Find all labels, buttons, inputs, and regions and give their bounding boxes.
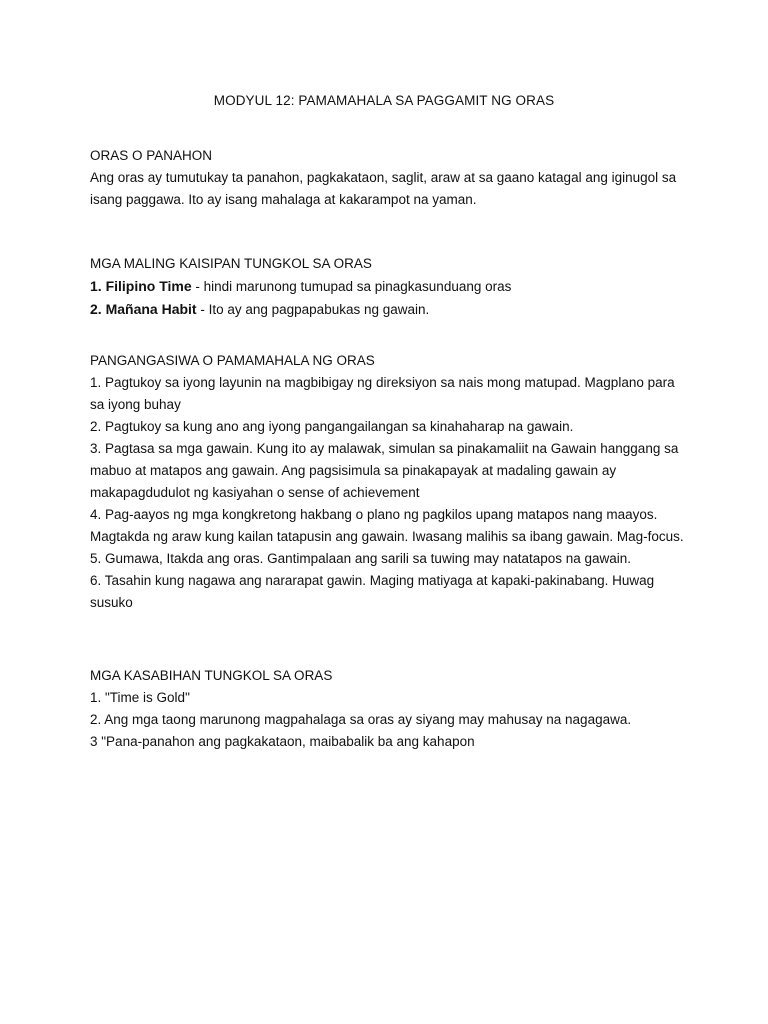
list-item: 3. Pagtasa sa mga gawain. Kung ito ay malawak, simulan sa pinakamaliit na Gawain hanggang sa mabuo at matapos ang gawain. Ang pagsisimula sa pinakapayak at madaling gawain ay makapagdudulot ng kasiyahan o sense of achievement: [90, 441, 679, 500]
section-maling-kaisipan: [90, 253, 690, 321]
term-label: 2. Mañana Habit: [90, 301, 197, 317]
section-paragraph: Ang oras ay tumutukay ta panahon, pagkakataon, saglit, araw at sa gaano katagal ang iginugol sa isang paggawa. Ito ay isang mahalaga at kakarampot na yaman.: [90, 170, 677, 207]
section-heading: MGA MALING KAISIPAN TUNGKOL SA ORAS: [90, 256, 372, 271]
list-item: [90, 275, 690, 298]
section-pangangasiwa: [90, 350, 690, 614]
list-item: 4. Pag-aayos ng mga kongkretong hakbang o plano ng pagkilos upang matapos nang maayos. Magtakda ng araw kung kailan tatapusin ang gawain. Iwasang malihis sa ibang gawain. Mag-focus.: [90, 507, 684, 544]
term-description: - hindi marunong tumupad sa pinagkasunduang oras: [191, 279, 512, 294]
list-item: 5. Gumawa, Itakda ang oras. Gantimpalaan ang sarili sa tuwing may natatapos na gawain.: [90, 551, 632, 566]
section-heading: PANGANGASIWA O PAMAMAHALA NG ORAS: [90, 353, 375, 368]
section-heading: ORAS O PANAHON: [90, 148, 213, 163]
list-item: 1. "Time is Gold": [90, 690, 190, 705]
list-item: 1. Pagtukoy sa iyong layunin na magbibigay ng direksiyon sa nais mong matupad. Magplano para sa iyong buhay: [90, 375, 675, 412]
list-item: 3 "Pana-panahon ang pagkakataon, maibabalik ba ang kahapon: [90, 734, 475, 749]
list-item: 6. Tasahin kung nagawa ang nararapat gawin. Maging matiyaga at kapaki-pakinabang. Huwag susuko: [90, 573, 655, 610]
list-item: 2. Ang mga taong marunong magpahalaga sa oras ay siyang may mahusay na nagagawa.: [90, 712, 632, 727]
list-item: [90, 298, 690, 321]
section-oras-o-panahon: [90, 145, 690, 211]
list-item: 2. Pagtukoy sa kung ano ang iyong pangangailangan sa kinahaharap na gawain.: [90, 419, 574, 434]
section-heading: MGA KASABIHAN TUNGKOL SA ORAS: [90, 668, 333, 683]
section-kasabihan: [90, 665, 690, 753]
term-description: - Ito ay ang pagpapabukas ng gawain.: [196, 302, 430, 317]
term-label: 1. Filipino Time: [90, 278, 192, 294]
document-title: MODYUL 12: PAMAMAHALA SA PAGGAMIT NG ORAS: [213, 93, 555, 108]
